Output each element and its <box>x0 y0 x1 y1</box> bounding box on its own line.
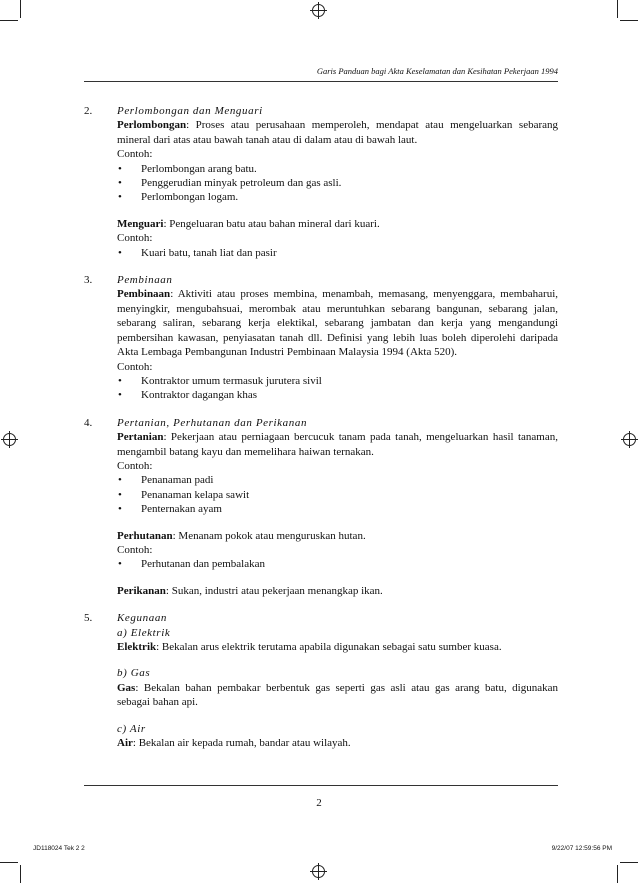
crop-mark <box>0 20 18 21</box>
definition-paragraph <box>117 118 558 147</box>
registration-mark-icon <box>3 433 16 446</box>
crop-mark <box>0 862 18 863</box>
section-pembinaan <box>84 273 558 403</box>
subsection-label: a) Elektrik <box>117 626 171 639</box>
example-list <box>117 162 558 205</box>
example-list <box>117 374 558 403</box>
page-number: 2 <box>316 797 322 809</box>
section-kegunaan <box>84 611 558 750</box>
crop-mark <box>20 0 21 18</box>
crop-mark <box>20 865 21 883</box>
definition-text: : Aktiviti atau proses membina, menambah, memasang, menyenggara, membaharui, menyingkir, mengubahsuai, merombak atau meruntuhkan sebarang bangunan, sebarang jalan, sebarang saliran, sebarang kerja elektikal, sebarang jambatan dan kerja yang mengandungi pembersihan kawasan, penyiasatan tanah dll. Definisi yang lebih luas boleh diperolehi daripada Akta Lembaga Pembangunan Industri Pembinaan Malaysia 1994 (Akta 520). <box>117 288 558 359</box>
definition-paragraph <box>117 217 558 231</box>
definition-text: : Bekalan air kepada rumah, bandar atau wilayah. <box>132 737 351 750</box>
print-slug-right: 9/22/07 12:59:56 PM <box>551 845 612 852</box>
definition-paragraph <box>117 681 558 710</box>
definition-paragraph <box>117 584 558 598</box>
registration-mark-icon <box>312 4 325 17</box>
section-perlombongan <box>84 104 558 260</box>
section-number: 4. <box>84 416 93 429</box>
list-item: • Kuari batu, tanah liat dan pasir <box>117 246 558 260</box>
term: Air <box>117 737 133 750</box>
example-list <box>117 246 558 260</box>
section-title: Kegunaan <box>117 612 168 625</box>
subsection-label: c) Air <box>117 722 146 735</box>
term: Pertanian <box>117 431 164 444</box>
registration-mark-icon <box>623 433 636 446</box>
list-item: • Perhutanan dan pembalakan <box>117 557 558 571</box>
definition-paragraph <box>117 287 558 359</box>
crop-mark <box>617 865 618 883</box>
example-list <box>117 557 558 571</box>
definition-paragraph <box>117 640 558 654</box>
definition-text: : Menanam pokok atau menguruskan hutan. <box>172 529 366 542</box>
section-title: Perlombongan dan Menguari <box>117 105 263 117</box>
term: Pembinaan <box>117 288 171 301</box>
list-item: • Penanaman padi <box>117 473 558 487</box>
section-number: 2. <box>84 105 93 117</box>
section-number: 5. <box>84 612 93 625</box>
section-pertanian <box>84 416 558 598</box>
term: Menguari <box>117 217 164 230</box>
examples-label: Contoh: <box>117 360 153 373</box>
running-header: Garis Panduan bagi Akta Keselamatan dan Kesihatan Pekerjaan 1994 <box>316 66 558 76</box>
header-rule <box>84 81 558 82</box>
section-body <box>117 416 558 598</box>
subsection-label: b) Gas <box>117 667 151 680</box>
section-body <box>117 104 558 260</box>
definition-paragraph <box>117 430 558 459</box>
crop-mark <box>617 0 618 18</box>
examples-label: Contoh: <box>117 543 153 556</box>
example-list <box>117 473 558 516</box>
term: Perikanan <box>117 584 166 597</box>
crop-mark <box>620 20 638 21</box>
definition-text: : Bekalan arus elektrik terutama apabila digunakan sebagai satu sumber kuasa. <box>156 641 502 653</box>
list-item: • Kontraktor dagangan khas <box>117 388 558 402</box>
list-item: • Perlombongan logam. <box>117 190 558 204</box>
list-item: • Penggerudian minyak petroleum dan gas asli. <box>117 176 558 190</box>
section-title: Pembinaan <box>117 274 173 287</box>
section-number: 3. <box>84 274 93 287</box>
definition-text: : Bekalan bahan pembakar berbentuk gas seperti gas asli atau gas arang batu, digunakan sebagai bahan api. <box>117 681 558 709</box>
examples-label: Contoh: <box>117 232 153 245</box>
page-content <box>84 104 558 763</box>
term: Elektrik <box>117 641 157 653</box>
list-item: • Penanaman kelapa sawit <box>117 488 558 502</box>
section-body <box>117 611 558 750</box>
definition-paragraph <box>117 736 558 750</box>
crop-mark <box>620 862 638 863</box>
footer-rule <box>84 785 558 786</box>
definition-text: : Pekerjaan atau perniagaan bercucuk tanam pada tanah, mengeluarkan hasil tanaman, mengambil batang kayu dan memelihara haiwan ternakan. <box>117 431 558 458</box>
examples-label: Contoh: <box>117 459 153 472</box>
list-item: • Perlombongan arang batu. <box>117 162 558 176</box>
section-body <box>117 273 558 403</box>
definition-text: : Sukan, industri atau pekerjaan menangkap ikan. <box>165 584 383 597</box>
definition-text: : Proses atau perusahaan memperoleh, mendapat atau mengeluarkan sebarang mineral dari atas atau bawah tanah atau di dalam atau di bawah laut. <box>117 119 558 146</box>
registration-mark-icon <box>312 865 325 878</box>
print-slug-left: JD118024 Tek 2 2 <box>33 845 85 852</box>
definition-text: : Pengeluaran batu atau bahan mineral dari kuari. <box>163 217 380 230</box>
examples-label: Contoh: <box>117 148 153 161</box>
list-item: • Kontraktor umum termasuk jurutera sivil <box>117 374 558 388</box>
term: Perhutanan <box>117 529 173 542</box>
list-item: • Penternakan ayam <box>117 502 558 516</box>
definition-paragraph <box>117 529 558 543</box>
section-title: Pertanian, Perhutanan dan Perikanan <box>117 416 308 429</box>
term: Perlombongan <box>117 119 187 132</box>
term: Gas <box>117 681 136 694</box>
